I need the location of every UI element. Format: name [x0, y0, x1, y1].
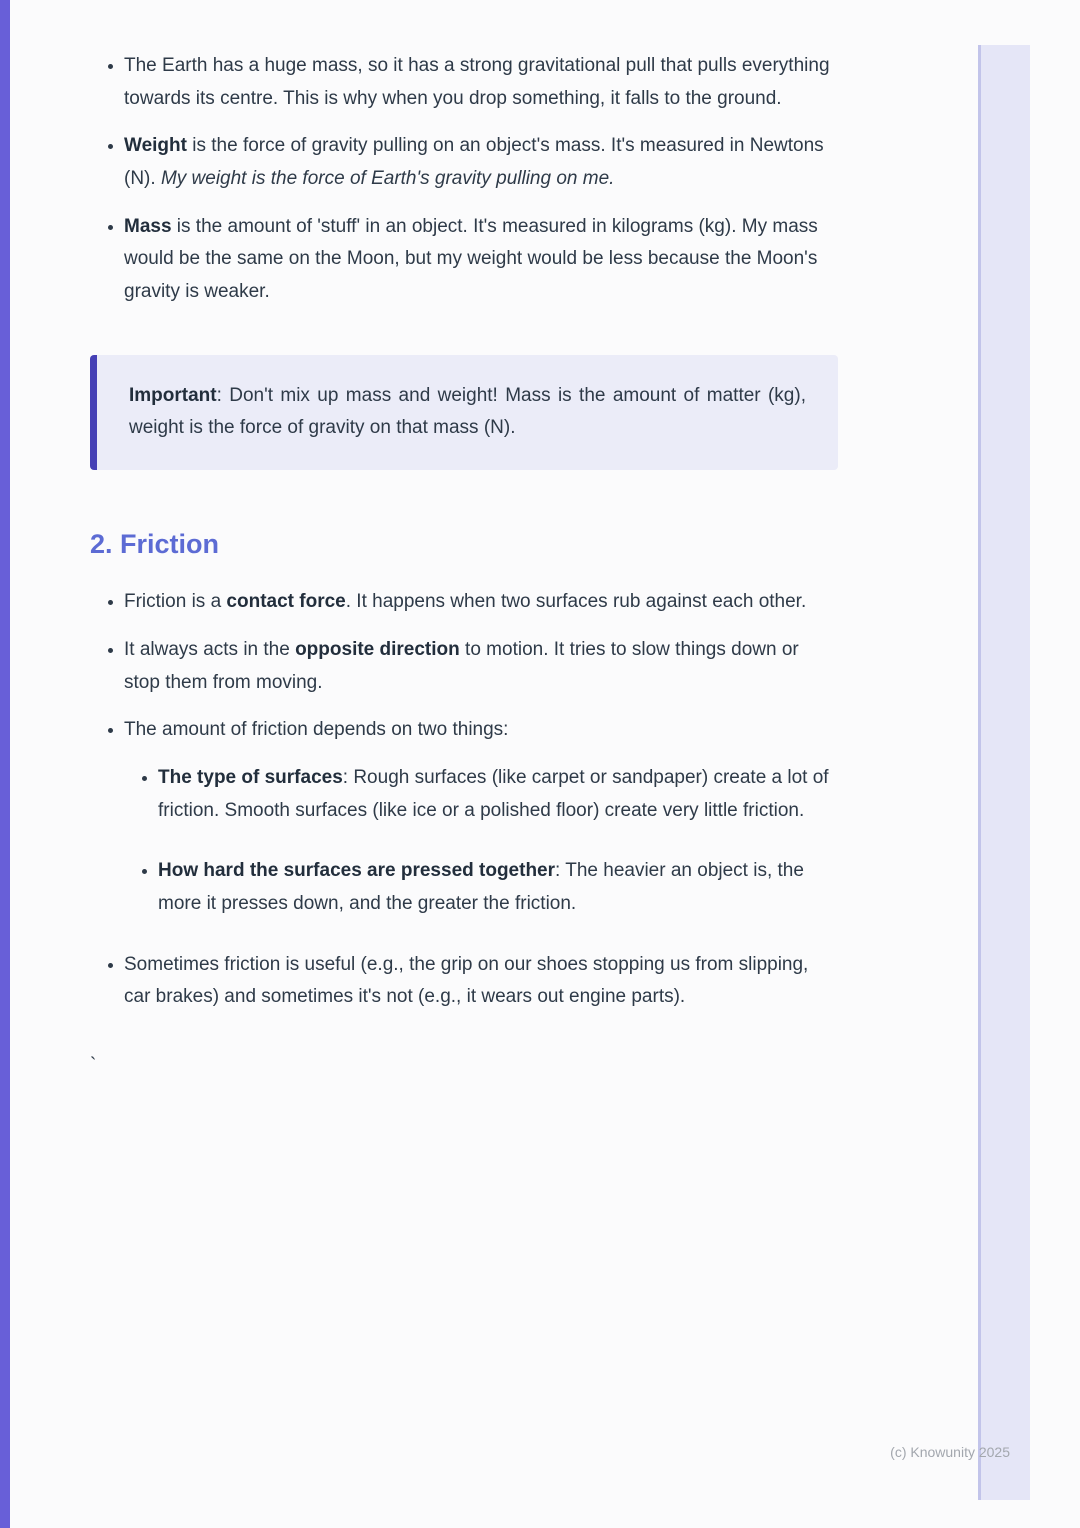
gravity-mass-list [90, 50, 838, 309]
list-item-earth-gravity [124, 50, 838, 115]
list-item-weight [124, 130, 838, 195]
list-item-text: . It happens when two surfaces rub against each other. [345, 591, 807, 613]
list-item-text: Sometimes friction is useful (e.g., the grip on our shoes stopping us from slipping, car brakes) and sometimes it's not (e.g., it wears out engine parts). [124, 953, 809, 1008]
list-item-friction-depends [124, 714, 838, 920]
important-callout [90, 355, 838, 470]
list-item-text: is the force of gravity pulling on an object's mass. It's measured in Newtons (N). [124, 135, 824, 190]
bold-term-mass: Mass [124, 215, 172, 237]
sublist-item-surface-type [158, 762, 838, 827]
list-item-text: The Earth has a huge mass, so it has a strong gravitational pull that pulls everything towards its centre. This is why when you drop something, it falls to the ground. [124, 55, 830, 109]
list-item-text: to motion. It tries to slow things down or stop them from moving. [124, 639, 799, 693]
list-item-text: is the amount of 'stuff' in an object. It's measured in kilograms (kg). My mass would be the same on the Moon, but my weight would be less because the Moon's gravity is weaker. [124, 215, 818, 303]
friction-sublist [124, 762, 838, 921]
bold-term-weight: Weight [124, 135, 187, 157]
italic-note: My weight is the force of Earth's gravity pulling on me. [160, 168, 615, 190]
bold-term-opposite-direction: opposite direction [295, 639, 460, 661]
list-item-text: : The heavier an object is, the more it presses down, and the greater the friction. [158, 860, 804, 915]
list-item-contact-force [124, 586, 838, 619]
friction-list [90, 586, 838, 1014]
list-item-text: The amount of friction depends on two things: [124, 719, 509, 741]
bold-term-surface-type: The type of surfaces [158, 767, 343, 789]
stray-backtick: ` [90, 1055, 97, 1077]
list-item-friction-useful [124, 949, 838, 1014]
copyright-footer: (c) Knowunity 2025 [890, 1444, 1010, 1460]
callout-text: : Don't mix up mass and weight! Mass is the amount of matter (kg), weight is the force of gravity on that mass (N). [129, 384, 806, 439]
list-item-text: It always acts in the [124, 639, 296, 661]
list-item-mass [124, 211, 838, 309]
bold-term-pressed-together: How hard the surfaces are pressed together [158, 860, 556, 882]
list-item-opposite-direction [124, 634, 838, 699]
bold-term-contact-force: contact force [226, 591, 346, 613]
section-heading-friction: 2. Friction [90, 529, 220, 560]
scrollbar-track[interactable] [978, 45, 1030, 1500]
document-content [90, 50, 838, 1083]
sublist-item-pressed-together [158, 855, 838, 920]
left-accent-bar [0, 0, 10, 1528]
list-item-text: Friction is a [124, 591, 227, 613]
callout-label: Important [129, 384, 217, 406]
list-item-text: : Rough surfaces (like carpet or sandpaper) create a lot of friction. Smooth surfaces (like ice or a polished floor) create very little friction. [158, 767, 829, 821]
